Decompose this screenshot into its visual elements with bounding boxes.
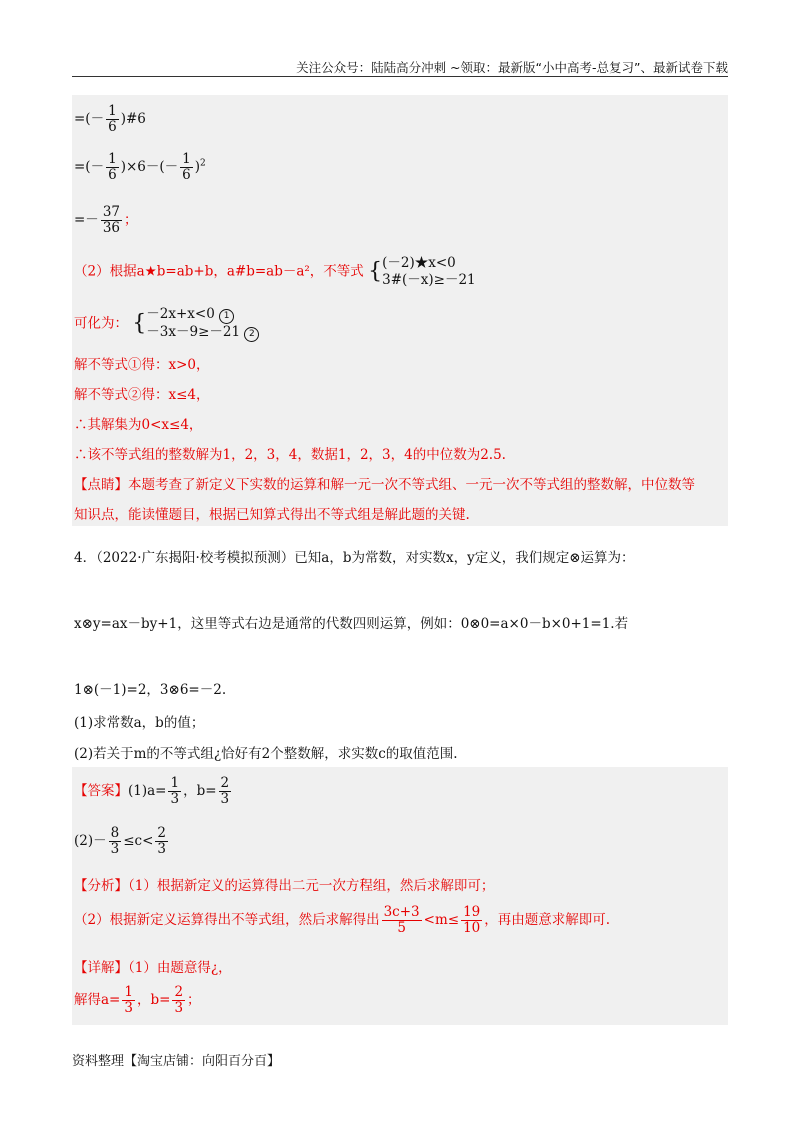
page-header-text: 关注公众号：陆陆高分冲刺 ~领取：最新版“小中高考-总复习”、最新试卷下载	[296, 60, 728, 75]
fraction: $\frac{1}{6}$	[182, 151, 191, 183]
inequality-system: { －2x+x<0 1 －3x－9≥－21 2	[132, 306, 259, 342]
brace: {	[368, 259, 383, 284]
fraction: $\frac{1}{6}$	[108, 103, 117, 135]
analysis-line-2: （2）根据新定义运算得出不等式组，然后求解得出 $\frac{3c+3}{5}$ <m≤ $\frac{19}{10}$ ，再由题意求解即可.	[74, 904, 611, 936]
fraction: $\frac{1}{3}$	[170, 775, 180, 807]
answer-line-2: (2)－ $\frac{8}{3}$ ≤c< $\frac{2}{3}$	[74, 825, 166, 857]
fraction: $\frac{1}{6}$	[108, 151, 117, 183]
solution-line-2: =(－ $\frac{1}{6}$ )×6－(－ $\frac{1}{6}$ )$^2$	[74, 151, 206, 183]
question-4-line-1: 4．（2022·广东揭阳·校考模拟预测）已知a，b为常数，对实数x，y定义，我们规定⊗运算为：	[74, 550, 635, 566]
comment-line-2: 知识点，能读懂题目，根据已知算式得出不等式组是解此题的关键.	[74, 507, 470, 523]
fraction: $\frac{2}{3}$	[220, 775, 230, 807]
fraction: $\frac{1}{3}$	[124, 984, 133, 1016]
inequality-system: { (－2)★x<0 3#(－x)≥－21	[368, 255, 476, 288]
page-footer-text: 资料整理【淘宝店铺：向阳百分百】	[72, 1054, 281, 1069]
question-4-given: 1⊗(－1)=2，3⊗6=－2.	[74, 682, 227, 698]
brace: {	[132, 311, 147, 336]
solution-set-line: ∴其解集为0<x≤4，	[74, 417, 203, 433]
solution-line-1: =(－ $\frac{1}{6}$ )#6	[74, 103, 146, 135]
header-rule	[72, 76, 728, 77]
solution-line-3: =－ $\frac{37}{36}$ ；	[74, 204, 138, 236]
fraction: $\frac{8}{3}$	[110, 825, 120, 857]
convert-line: 可化为： { －2x+x<0 1 －3x－9≥－21 2	[74, 306, 259, 342]
question-4-definition: x⊗y=ax－by+1，这里等式右边是通常的代数四则运算，例如：0⊗0=a×0－b×0+1=1.若	[74, 616, 629, 632]
solve-line-1: 解不等式①得：x>0，	[74, 357, 210, 373]
analysis-line-1: 【分析】（1）根据新定义的运算得出二元一次方程组，然后求解即可；	[74, 878, 495, 894]
answer-line-1: 【答案】(1)a= $\frac{1}{3}$ ，b= $\frac{2}{3}$	[74, 775, 230, 807]
fraction: $\frac{2}{3}$	[174, 984, 184, 1016]
fraction: $\frac{3c+3}{5}$	[383, 904, 420, 936]
fraction: $\frac{37}{36}$	[102, 204, 120, 236]
solve-line-2: 解不等式②得：x≤4，	[74, 387, 210, 403]
fraction: $\frac{2}{3}$	[157, 825, 166, 857]
comment-line-1: 【点睛】本题考查了新定义下实数的运算和解一元一次不等式组、一元一次不等式组的整数解，中位数等	[74, 477, 695, 493]
detail-line-2: 解得a= $\frac{1}{3}$ ，b= $\frac{2}{3}$ ；	[74, 984, 201, 1016]
part2-line: （2）根据a★b=ab+b，a#b=ab－a²，不等式 { (－2)★x<0 3#(－x)≥－21	[74, 255, 476, 288]
question-4-part-1: (1)求常数a，b的值；	[74, 715, 205, 731]
detail-line-1: 【详解】（1）由题意得¿，	[74, 960, 232, 976]
question-4-part-2: (2)若关于m的不等式组¿恰好有2个整数解，求实数c的取值范围.	[74, 746, 458, 762]
fraction: $\frac{19}{10}$	[463, 904, 481, 936]
integer-solutions-line: ∴该不等式组的整数解为1，2，3，4，数据1，2，3，4的中位数为2.5.	[74, 447, 506, 463]
